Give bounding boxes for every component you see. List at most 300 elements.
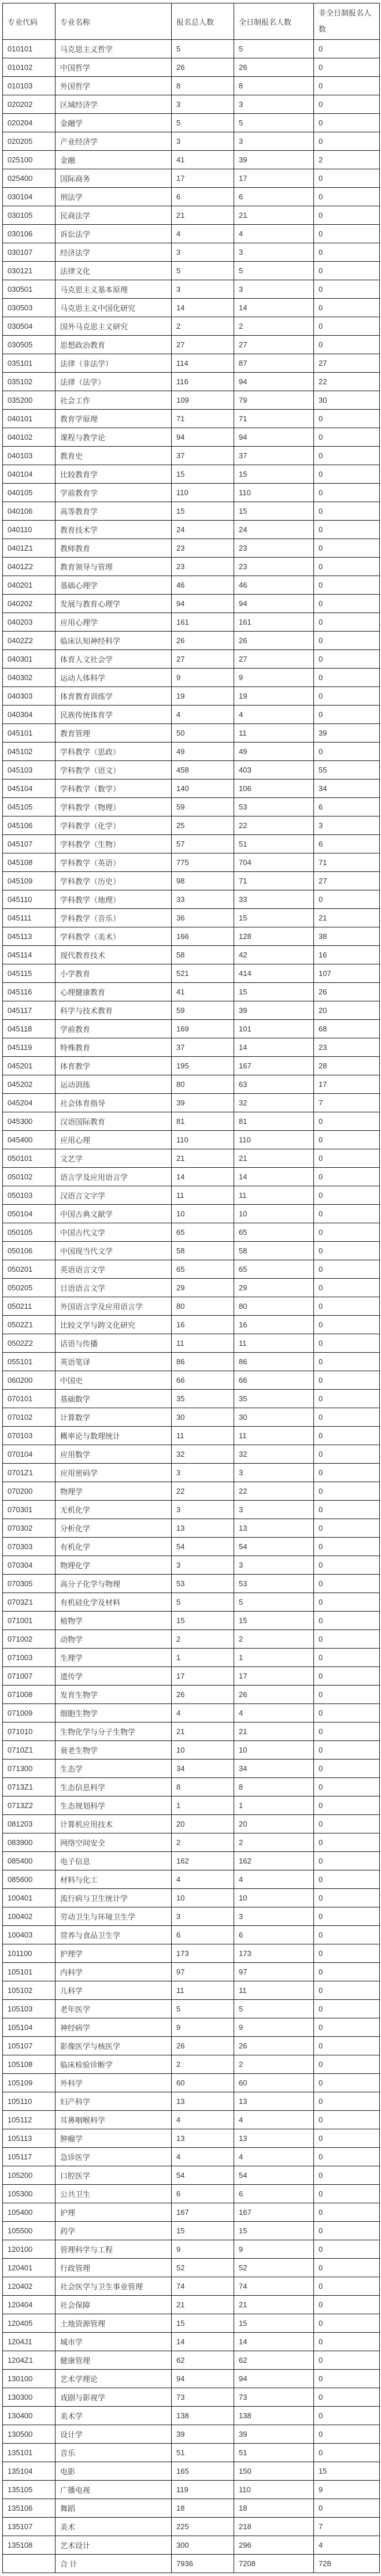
major-name: 教育领导与管理 [56, 558, 172, 576]
fulltime-applicants: 11 [234, 1334, 314, 1353]
fulltime-applicants: 15 [234, 502, 314, 521]
total-applicants: 165 [172, 2462, 234, 2481]
parttime-applicants: 0 [314, 1852, 380, 1870]
major-code: 105108 [3, 2055, 56, 2074]
fulltime-applicants: 21 [234, 206, 314, 225]
major-code: 040106 [3, 502, 56, 521]
major-code: 020205 [3, 132, 56, 151]
parttime-applicants: 0 [314, 2407, 380, 2425]
parttime-applicants: 20 [314, 1001, 380, 1020]
parttime-applicants: 0 [314, 1223, 380, 1242]
major-code: 071010 [3, 1723, 56, 1741]
fulltime-applicants: 23 [234, 539, 314, 558]
major-code: 040101 [3, 410, 56, 428]
major-name: 学科教学（物理） [56, 798, 172, 816]
parttime-applicants: 0 [314, 1556, 380, 1575]
major-name: 急诊医学 [56, 2148, 172, 2166]
major-name: 法律（非法学） [56, 354, 172, 373]
fulltime-applicants: 52 [234, 2259, 314, 2277]
major-name: 经济法学 [56, 243, 172, 262]
major-code: 070103 [3, 1427, 56, 1445]
total-applicants: 14 [172, 1168, 234, 1186]
total-applicants: 109 [172, 391, 234, 410]
fulltime-applicants: 167 [234, 1057, 314, 1075]
table-row [3, 2333, 380, 2351]
fulltime-applicants: 26 [234, 1686, 314, 1704]
total-applicants: 4 [172, 1870, 234, 1889]
total-applicants: 18 [172, 2499, 234, 2518]
major-code: 045113 [3, 927, 56, 946]
parttime-applicants: 0 [314, 410, 380, 428]
fulltime-applicants: 51 [234, 2444, 314, 2462]
table-row [3, 2092, 380, 2111]
major-name: 产业经济学 [56, 132, 172, 151]
major-name: 应用心理学 [56, 613, 172, 632]
fulltime-applicants: 3 [234, 280, 314, 299]
total-applicants: 66 [172, 1371, 234, 1390]
major-code: 105109 [3, 2074, 56, 2092]
fulltime-applicants: 19 [234, 687, 314, 706]
major-name: 学科教学（地理） [56, 890, 172, 909]
major-name: 护理学 [56, 1944, 172, 1963]
major-name: 生态信息科学 [56, 1778, 172, 1796]
fulltime-applicants: 24 [234, 521, 314, 539]
major-code: 070102 [3, 1408, 56, 1427]
table-row [3, 280, 380, 299]
fulltime-applicants: 10 [234, 1205, 314, 1223]
major-code: 050205 [3, 1279, 56, 1297]
major-name: 动物学 [56, 1630, 172, 1649]
table-row [3, 2185, 380, 2203]
fulltime-applicants: 5 [234, 114, 314, 132]
table-row [3, 502, 380, 521]
major-code: 1204Z1 [3, 2351, 56, 2370]
fulltime-applicants: 3 [234, 95, 314, 114]
total-applicants: 23 [172, 558, 234, 576]
parttime-applicants: 0 [314, 1907, 380, 1926]
major-code: 105107 [3, 2037, 56, 2055]
major-name: 学前教育 [56, 1020, 172, 1038]
parttime-applicants: 0 [314, 58, 380, 77]
fulltime-applicants: 18 [234, 2499, 314, 2518]
major-code: 050211 [3, 1297, 56, 1316]
major-code: 030105 [3, 206, 56, 225]
major-code: 050101 [3, 1149, 56, 1168]
major-code: 130500 [3, 2425, 56, 2444]
table-row [3, 632, 380, 650]
major-code: 020204 [3, 114, 56, 132]
fulltime-applicants: 86 [234, 1353, 314, 1371]
total-applicants: 3 [172, 132, 234, 151]
fulltime-applicants: 39 [234, 1001, 314, 1020]
fulltime-applicants: 27 [234, 336, 314, 354]
fulltime-applicants: 14 [234, 1038, 314, 1057]
parttime-applicants: 0 [314, 1371, 380, 1390]
parttime-applicants: 0 [314, 1889, 380, 1907]
total-applicants: 34 [172, 1760, 234, 1778]
major-name: 比较教育学 [56, 465, 172, 484]
total-applicants: 138 [172, 2407, 234, 2425]
major-name: 材料与化工 [56, 1870, 172, 1889]
fulltime-applicants: 1 [234, 1796, 314, 1815]
total-applicants: 37 [172, 447, 234, 465]
table-row [3, 2444, 380, 2462]
parttime-applicants: 16 [314, 946, 380, 964]
parttime-applicants: 0 [314, 188, 380, 206]
table-row [3, 1186, 380, 1205]
total-applicants: 195 [172, 1057, 234, 1075]
total-applicants: 94 [172, 595, 234, 613]
total-applicants: 21 [172, 1723, 234, 1741]
major-name: 老年医学 [56, 2000, 172, 2018]
parttime-applicants: 0 [314, 1390, 380, 1408]
major-name: 小学教育 [56, 964, 172, 983]
major-name: 流行病与卫生统计学 [56, 1889, 172, 1907]
parttime-applicants: 0 [314, 1427, 380, 1445]
table-row [3, 1575, 380, 1593]
parttime-applicants: 0 [314, 2055, 380, 2074]
major-name: 社会工作 [56, 391, 172, 410]
total-applicants: 4 [172, 2148, 234, 2166]
table-row [3, 1038, 380, 1057]
major-code: 101100 [3, 1944, 56, 1963]
table-row [3, 2111, 380, 2129]
major-name: 儿科学 [56, 1981, 172, 2000]
major-name: 马克思主义基本原理 [56, 280, 172, 299]
major-code: 0402Z2 [3, 632, 56, 650]
table-row [3, 1649, 380, 1667]
major-code: 050201 [3, 1260, 56, 1279]
total-applicants: 4 [172, 225, 234, 243]
total-applicants: 166 [172, 927, 234, 946]
parttime-applicants: 0 [314, 2018, 380, 2037]
major-name: 艺术学理论 [56, 2370, 172, 2388]
major-name: 国际商务 [56, 169, 172, 188]
fulltime-applicants: 6 [234, 2185, 314, 2203]
major-name: 外国语言学及应用语言学 [56, 1297, 172, 1316]
major-name: 学科教学（音乐） [56, 909, 172, 927]
major-name: 学科教学（思政） [56, 743, 172, 761]
parttime-applicants: 0 [314, 2370, 380, 2388]
table-row [3, 613, 380, 632]
parttime-applicants: 0 [314, 1926, 380, 1944]
fulltime-applicants: 20 [234, 1815, 314, 1833]
major-name: 运动训练 [56, 1075, 172, 1094]
total-applicants: 119 [172, 2481, 234, 2499]
table-row [3, 1630, 380, 1649]
table-row [3, 1427, 380, 1445]
parttime-applicants: 0 [314, 447, 380, 465]
major-code: 030503 [3, 299, 56, 317]
total-applicants: 80 [172, 1297, 234, 1316]
table-row [3, 1778, 380, 1796]
total-applicants: 1 [172, 1649, 234, 1667]
major-name: 网络空间安全 [56, 1833, 172, 1852]
parttime-applicants: 34 [314, 780, 380, 798]
table-row [3, 2481, 380, 2499]
total-applicants: 65 [172, 1260, 234, 1279]
total-applicants: 80 [172, 1075, 234, 1094]
table-row [3, 1870, 380, 1889]
fulltime-applicants: 14 [234, 1168, 314, 1186]
major-code: 045109 [3, 872, 56, 890]
total-applicants: 33 [172, 890, 234, 909]
table-row [3, 1760, 380, 1778]
table-row [3, 1279, 380, 1297]
major-name: 体育教育训练学 [56, 687, 172, 706]
major-name: 民商法学 [56, 206, 172, 225]
major-code [3, 2555, 56, 2573]
total-applicants: 15 [172, 502, 234, 521]
total-applicants: 10 [172, 1741, 234, 1760]
major-name: 外科学 [56, 2074, 172, 2092]
table-row [3, 317, 380, 336]
parttime-applicants: 0 [314, 576, 380, 595]
parttime-applicants: 0 [314, 2000, 380, 2018]
major-name: 心理健康教育 [56, 983, 172, 1001]
fulltime-applicants: 9 [234, 2018, 314, 2037]
table-row [3, 761, 380, 780]
parttime-applicants: 0 [314, 77, 380, 95]
fulltime-applicants: 173 [234, 1944, 314, 1963]
fulltime-applicants: 9 [234, 2240, 314, 2259]
table-row [3, 447, 380, 465]
fulltime-applicants: 35 [234, 1390, 314, 1408]
major-code: 050102 [3, 1168, 56, 1186]
major-code: 045111 [3, 909, 56, 927]
table-row [3, 798, 380, 816]
table-row [3, 2370, 380, 2388]
parttime-applicants: 0 [314, 280, 380, 299]
fulltime-applicants: 11 [234, 1981, 314, 2000]
major-name: 城市学 [56, 2333, 172, 2351]
total-applicants: 167 [172, 2203, 234, 2222]
total-applicants: 26 [172, 632, 234, 650]
total-applicants: 6 [172, 188, 234, 206]
parttime-applicants: 27 [314, 354, 380, 373]
major-code: 010103 [3, 77, 56, 95]
fulltime-applicants: 9 [234, 669, 314, 687]
fulltime-applicants: 5 [234, 262, 314, 280]
major-name: 中国古典文献学 [56, 1205, 172, 1223]
parttime-applicants: 17 [314, 1075, 380, 1094]
major-name: 广播电视 [56, 2481, 172, 2499]
major-name: 营养与食品卫生学 [56, 1926, 172, 1944]
table-row [3, 1242, 380, 1260]
table-row [3, 1519, 380, 1538]
fulltime-applicants: 71 [234, 410, 314, 428]
major-name: 影像医学与核医学 [56, 2037, 172, 2055]
major-code: 0703Z1 [3, 1593, 56, 1612]
fulltime-applicants: 167 [234, 2203, 314, 2222]
table-row [3, 2259, 380, 2277]
fulltime-applicants: 58 [234, 1242, 314, 1260]
major-name: 教师教育 [56, 539, 172, 558]
total-applicants: 11 [172, 1981, 234, 2000]
table-row [3, 1926, 380, 1944]
table-row [3, 1075, 380, 1094]
total-applicants: 39 [172, 1094, 234, 1112]
major-name: 计算数学 [56, 1408, 172, 1427]
major-code: 020202 [3, 95, 56, 114]
fulltime-applicants: 23 [234, 558, 314, 576]
total-applicants: 9 [172, 2018, 234, 2037]
major-name: 课程与教学论 [56, 428, 172, 447]
fulltime-applicants: 74 [234, 2277, 314, 2296]
table-row [3, 1334, 380, 1353]
major-code: 070200 [3, 1482, 56, 1501]
fulltime-applicants: 3 [234, 1464, 314, 1482]
total-applicants: 162 [172, 1852, 234, 1870]
parttime-applicants: 28 [314, 1057, 380, 1075]
major-code: 040202 [3, 595, 56, 613]
major-code: 050106 [3, 1242, 56, 1260]
table-row [3, 835, 380, 853]
total-applicants: 27 [172, 650, 234, 669]
table-row [3, 687, 380, 706]
parttime-applicants: 0 [314, 1186, 380, 1205]
major-code: 135104 [3, 2462, 56, 2481]
major-code: 120402 [3, 2277, 56, 2296]
major-name: 设计学 [56, 2425, 172, 2444]
major-code: 130300 [3, 2388, 56, 2407]
major-code: 045101 [3, 724, 56, 743]
major-name: 应用数学 [56, 1445, 172, 1464]
major-code: 040110 [3, 521, 56, 539]
table-row [3, 1112, 380, 1131]
total-applicants: 11 [172, 1334, 234, 1353]
major-code: 030505 [3, 336, 56, 354]
table-row [3, 2240, 380, 2259]
table-body [3, 40, 380, 2573]
table-row [3, 391, 380, 410]
table-row [3, 2314, 380, 2333]
parttime-applicants: 6 [314, 835, 380, 853]
fulltime-applicants: 65 [234, 1223, 314, 1242]
major-name: 汉语言文字学 [56, 1186, 172, 1205]
parttime-applicants: 0 [314, 428, 380, 447]
major-code: 045107 [3, 835, 56, 853]
table-row [3, 114, 380, 132]
major-name: 学科教学（语文） [56, 761, 172, 780]
table-row [3, 1704, 380, 1723]
table-row [3, 1593, 380, 1612]
fulltime-applicants: 128 [234, 927, 314, 946]
total-applicants: 62 [172, 2351, 234, 2370]
fulltime-applicants: 15 [234, 2222, 314, 2240]
major-code: 050105 [3, 1223, 56, 1242]
total-applicants: 13 [172, 1519, 234, 1538]
table-row [3, 1057, 380, 1075]
total-applicants: 225 [172, 2518, 234, 2536]
major-name: 临床认知神经科学 [56, 632, 172, 650]
parttime-applicants: 0 [314, 669, 380, 687]
major-code: 071002 [3, 1630, 56, 1649]
total-applicants: 50 [172, 724, 234, 743]
major-code: 0502Z1 [3, 1316, 56, 1334]
parttime-applicants: 0 [314, 558, 380, 576]
major-code: 025400 [3, 169, 56, 188]
table-row [3, 2203, 380, 2222]
fulltime-applicants: 17 [234, 1667, 314, 1686]
major-code: 105103 [3, 2000, 56, 2018]
table-row [3, 1001, 380, 1020]
major-code: 045400 [3, 1131, 56, 1149]
major-name: 法律文化 [56, 262, 172, 280]
parttime-applicants: 26 [314, 983, 380, 1001]
major-name: 学科教学（数学） [56, 780, 172, 798]
major-code: 030504 [3, 317, 56, 336]
major-code: 040105 [3, 484, 56, 502]
major-name: 分析化学 [56, 1519, 172, 1538]
parttime-applicants: 71 [314, 853, 380, 872]
major-name: 刑法学 [56, 188, 172, 206]
total-applicants: 24 [172, 521, 234, 539]
total-applicants: 116 [172, 373, 234, 391]
major-name: 法律（法学） [56, 373, 172, 391]
table-row [3, 1889, 380, 1907]
table-row [3, 1223, 380, 1242]
table-row [3, 2037, 380, 2055]
table-row [3, 2462, 380, 2481]
major-name: 艺术设计 [56, 2536, 172, 2555]
major-name: 金融 [56, 151, 172, 169]
major-code: 0701Z1 [3, 1464, 56, 1482]
total-applicants: 775 [172, 853, 234, 872]
total-applicants: 54 [172, 1538, 234, 1556]
major-name: 遗传学 [56, 1667, 172, 1686]
major-code: 120405 [3, 2314, 56, 2333]
major-name: 临床检验诊断学 [56, 2055, 172, 2074]
parttime-applicants: 0 [314, 1741, 380, 1760]
major-name: 基础心理学 [56, 576, 172, 595]
total-applicants: 13 [172, 2092, 234, 2111]
major-code: 135106 [3, 2499, 56, 2518]
fulltime-applicants: 218 [234, 2518, 314, 2536]
parttime-applicants: 0 [314, 169, 380, 188]
total-applicants: 3 [172, 1464, 234, 1482]
major-code: 030104 [3, 188, 56, 206]
parttime-applicants: 0 [314, 1464, 380, 1482]
major-name: 学科教学（英语） [56, 853, 172, 872]
total-applicants: 60 [172, 2074, 234, 2092]
parttime-applicants: 38 [314, 927, 380, 946]
major-name: 电影 [56, 2462, 172, 2481]
major-code: 105200 [3, 2166, 56, 2185]
major-code: 025100 [3, 151, 56, 169]
total-applicants: 169 [172, 1020, 234, 1038]
total-applicants: 5 [172, 262, 234, 280]
major-code: 040203 [3, 613, 56, 632]
total-applicants: 57 [172, 835, 234, 853]
total-applicants: 13 [172, 2129, 234, 2148]
major-name: 学科教学（历史） [56, 872, 172, 890]
table-row [3, 1907, 380, 1926]
parttime-applicants: 0 [314, 1408, 380, 1427]
major-name: 生物化学与分子生物学 [56, 1723, 172, 1741]
table-row [3, 2277, 380, 2296]
major-name: 日语语言文学 [56, 1279, 172, 1297]
major-name: 运动人体科学 [56, 669, 172, 687]
major-code: 105500 [3, 2222, 56, 2240]
major-name: 国外马克思主义研究 [56, 317, 172, 336]
enrollment-table [2, 3, 380, 2573]
major-code: 045105 [3, 798, 56, 816]
fulltime-applicants: 26 [234, 58, 314, 77]
parttime-applicants: 0 [314, 2037, 380, 2055]
table-row [3, 169, 380, 188]
fulltime-applicants: 110 [234, 484, 314, 502]
